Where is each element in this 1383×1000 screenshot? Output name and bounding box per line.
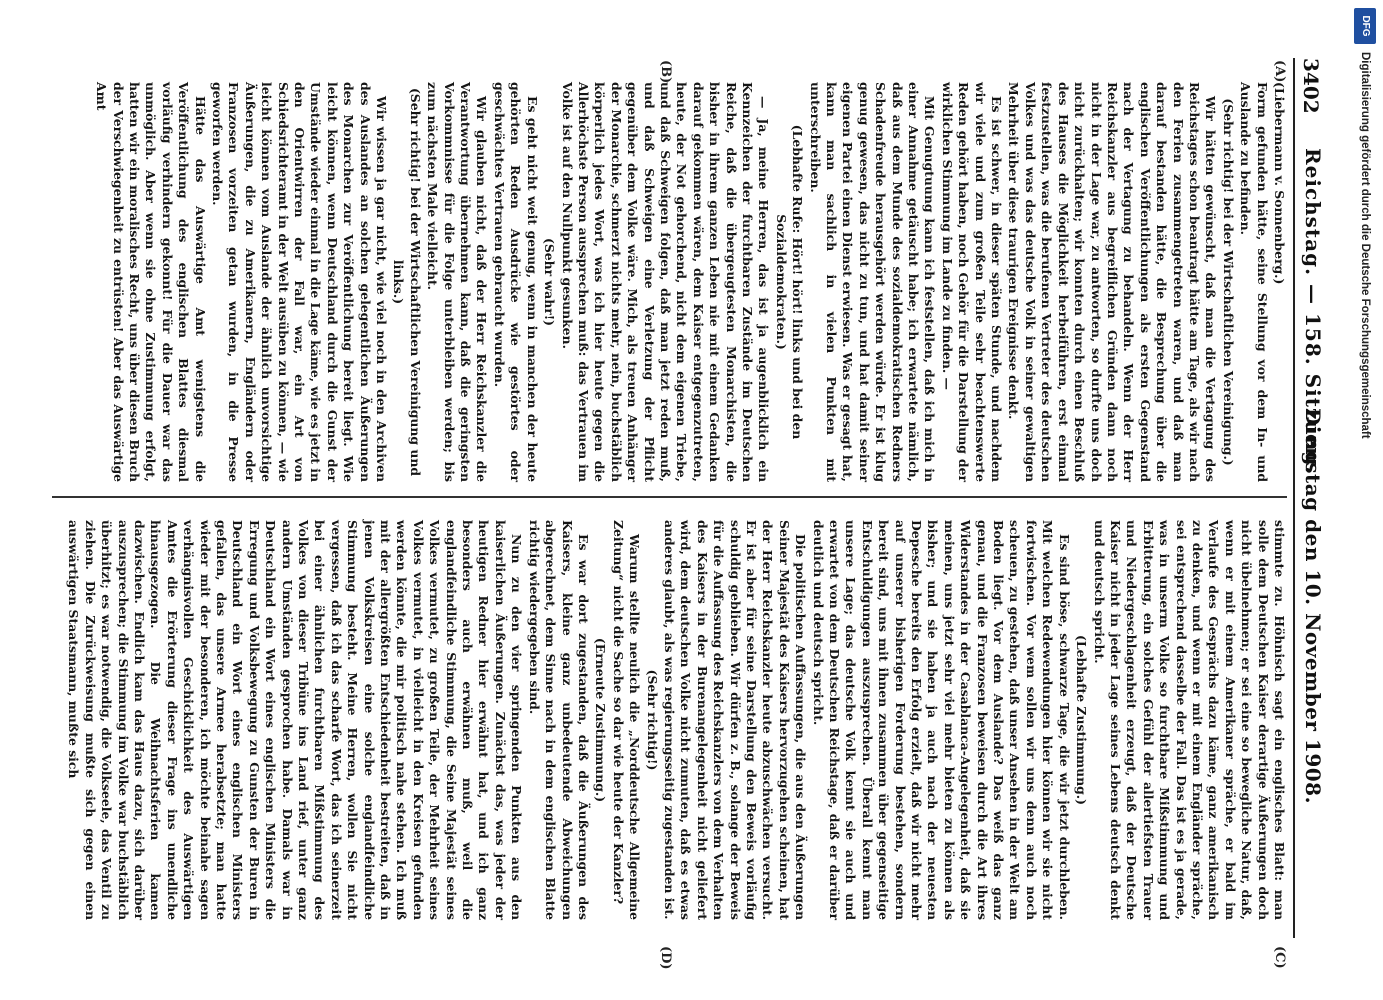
page-number: 3402 (1299, 58, 1323, 114)
paragraph: Hätte das Auswärtige Amt wenigstens die Veröffentlichung des englischen Blattes diesmal vorläufig verhindern gekonnt! Für die Dauer war das unmöglich. Aber wenn sie ohne Zustimmung erfolgt, hatten wir ein moralisches Recht, uns über diesen Bruch der Verschwiegenheit zu entrüsten! Aber das Auswärtige Amt (94, 82, 208, 482)
paragraph: Es sind böse, schwarze Tage, die wir jetzt durchleben. Mit welchen Redewendungen hier können wir sie nicht fortwischen. Vor wem sollen wir uns denn auch noch scheuen, zu gestehen, daß unser Ansehen in der Welt am Boden liegt. Vor dem Auslande? Das weiß das ganz genau, und die Franzosen beweisen durch die Art ihres Widerstandes in der Casablanca-Angelegenheit, daß sie meinen, uns jetzt sehr viel mehr bieten zu können als bisher; und sie haben ja auch nach der neuesten Depesche bereits den Erfolg erzielt, daß wir nicht mehr auf unserer bisherigen Forderung bestehen, sondern bereit sind, uns mit ihnen zusammen über gegenseitige Entschuldigungen auszusprechen. Überall kennt man unsere Lage; das deutsche Volk kennt sie auch und erwartet von dem Deutschen Reichstage, daß er darüber deutlich und deutsch spricht. (810, 520, 1072, 920)
paragraph: Warum stellte neulich die „Norddeutsche Allgemeine Zeitung“ nicht die Sache so dar wie heute der Kanzler? (610, 520, 643, 920)
dfg-logo (1354, 8, 1376, 44)
section-marker-a: (A) (1272, 60, 1287, 83)
paragraph: Nun zu den vier springenden Punkten aus den kaiserlichen Äußerungen. Zunächst das, was jeder der heutigen Redner hier erwähnt hat, und ich ganz besonders auch erwähnen muß, weil die englandfeindliche Stimmung, die Seine Majestät seines Volkes vermutet, zu großen Teile, der Mehrheit seines Volkes vermutet, in vielleicht in den Kreisen gefunden werden könnte, die mir politisch nahe stehen. Ich muß mit der allergrößten Entschiedenheit bestreiten, daß in jenen Volkskreisen eine solche englandfeindliche Stimmung besteht. Meine Herren, wollen Sie nicht vergessen, daß ich das scharfe Wort, das ich seinerzeit bei einer ähnlichen furchtbaren Mißstimmung des Volkes von dieser Tribüne ins Land rief, unter ganz andern Umständen gesprochen habe. Damals war in Deutschland ein Wort eines englischen Ministers die Erregung und Volksbewegung zu Gunsten der Buren in Deutschland ein Wort eines englischen Ministers gefallen, das unsere Armee herabsetzte; man hatte wieder mit der besonderen, ich möchte beinahe sagen verhängnisvollen Geschicklichkeit des Auswärtigen Amtes die Erörterung dieser Frage ins unendliche hinausgezogen. Die Weihnachtsferien kamen dazwischen. Endlich kam das Haus dazu, sich darüber auszusprechen; die Stimmung im Volke war buchstäblich überhitzt; es war notwendig, die Volkseele, das Ventil zu ziehen. Die Zurückweisung mußte sich gegen einen auswärtigen Staatsmann, mußte sich (66, 520, 525, 920)
interjection: (Erneute Zustimmung.) (593, 637, 609, 803)
column-divider (52, 496, 1287, 498)
paragraph: stimmte zu. Höhnisch sagt ein englisches Blatt: man solle dem Deutschen Kaiser derartige Äußerungen doch nicht übelnehmen; er sei eine so bewegliche Natur, daß, wenn er mit einem Amerikaner spräche, er bald im Verlaufe des Gesprächs dazu käme, ganz amerikanisch zu denken, und wenn er mit einem Engländer spräche, sei entsprechend dasselbe der Fall. Das ist es ja gerade, was in unserm Volke so furchtbare Mißstimmung und Erbitterung, ein solches Gefühl der allertiefsten Trauer und Niedergeschlagenheit erzeugt, daß der Deutsche Kaiser nicht in jeder Lage seines Lebens deutsch denkt und deutsch spricht. (1091, 520, 1287, 920)
interjection: (Sehr richtig! bei der Wirtschaftlichen Vereinigung.) (1220, 98, 1236, 466)
paragraph: Form gefunden hätte, seine Stellung vor dem In- und Auslande zu befinden. (1238, 82, 1270, 482)
section-marker-c: (C) (1272, 946, 1287, 969)
paragraph: Wir hätten gewünscht, daß man die Vertagung des Reichstages schon beantragt hätte am Tage, als wir nach den Ferien zusammengetreten waren, und daß man darauf bestanden hätte, die Besprechung über die englischen Veröffentlichungen als ersten Gegenstand nach der Vertagung zu behandeln. Wenn der Herr Reichskanzler aus begreiflichen Gründen dann noch nicht in der Lage war, zu antworten, so durfte uns doch nicht zurückhalten; wir konnten durch einen Beschluß des Hauses die Möglichkeit herbeiführen, erst einmal festzustellen, was die berufenen Vertreter des deutschen Volkes und was das deutsche Volk in seiner gewaltigen Mehrheit über diese traurigen Ereignisse denkt. (1006, 82, 1219, 482)
page-header (1297, 58, 1333, 938)
interjection: (Sehr richtig! bei der Wirtschaftlichen Vereinigung und links.) (391, 87, 423, 477)
paragraph: Es ist schwer, in dieser späten Stunde, und nachdem wir viele und zum großen Teile sehr beachtenswerte Reden gehört haben, noch Gehör für die Darstellung der wirklichen Stimmung im Lande zu finden. — (939, 82, 1005, 482)
page-title: Reichstag. — 158. Sitzung. (1301, 148, 1325, 475)
section-marker-b: (B) (658, 60, 673, 84)
paragraph: Die politischen Auffassungen, die aus den Äußerungen Seiner Majestät des Kaisers hervorzugehen scheinen, hat der Herr Reichskanzler heute abzuschwächen versucht. Er ist aber für seine Darstellung den Beweis vorläufig schuldig geblieben. Wir dürfen z. B., solange der Beweis für die Auffassung des Reichskanzlers von dem Verhalten des Kaisers in der Burenangelegenheit nicht geliefert wird, dem deutschen Volke nicht zumuten, daß es etwas anderes glaubt, als was regierungsseitig zugestanden ist. (661, 520, 809, 920)
interjection: (Lebhafte Rufe: Hört! hört! links und bei den Sozialdemokraten.) (773, 124, 806, 440)
dfg-logo-text: DFG (1360, 15, 1371, 37)
digitization-credit (1352, 8, 1378, 988)
interjection: (Lebhafte Zustimmung.) (1074, 635, 1090, 805)
interjection: (Sehr richtig!) (644, 669, 660, 771)
paragraph: (Liebermann v. Sonnenberg.) (1272, 82, 1287, 285)
section-marker-d: (D) (658, 946, 673, 970)
paragraph: Es geht nicht weit genug, wenn in manchen der heute gehörten Reden Ausdrücke wie gestörtes oder geschwächtes Vertrauen gebraucht wurden. (491, 82, 540, 482)
paragraph: Mit Genugtuung kann ich feststellen, daß ich mich in einer Annahme getäuscht habe; ich erwartete nämlich, daß aus dem Munde des sozialdemokratischen Redners Schadenfreude herausgehört werden würde. Er ist klug genug gewesen, das nicht zu tun, und hat damit seiner eigenen Partei einen Dienst erwiesen. Was er gesagt hat, kann man sachlich in vielen Punkten mit unterschreiben. (807, 82, 938, 482)
credit-text: Digitalisierung gefördert durch die Deutsche Forschungsgemeinschaft (1359, 52, 1371, 439)
paragraph: Wir wissen ja gar nicht, wie viel noch in den Archiven des Auslandes an solchen gelegentlichen Äußerungen des Monarchen zur Veröffentlichung bereit liegt. Wie leicht können, wenn Deutschland durch die Gunst der Umstände wieder einmal in die Lage käme, wie es jetzt in den Orientwirren der Fall war, ein Art von Schiedsrichteramt in der Welt ausüben zu können, — wie leicht können vom Auslande der ähnlich unvorsichtige Äußerungen, die zu Amerikanern, Engländern oder Franzosen vorzeiten getan wurden, in die Presse geworfen werden. (210, 82, 390, 482)
right-text-column (64, 520, 1287, 920)
left-text-column (92, 82, 1287, 482)
paragraph: Wir glauben nicht, daß der Herr Reichskanzler die Verantwortung übernehmen kann, daß die geringsten Vorkommnisse für die Folge unterbleiben werden; bis zum nächsten Male vielleicht. (425, 82, 490, 482)
interjection: (Sehr wahr!) (542, 237, 558, 327)
header-rule (1293, 58, 1295, 938)
paragraph: Es war dort zugestanden, daß die Äußerungen des Kaisers, kleine ganz unbedeutende Abweichungen abgerechnet, dem Sinne nach in dem englischen Blatte richtig wiedergegeben sind. (526, 520, 591, 920)
session-date: Dienstag den 10. November 1908. (1301, 408, 1325, 805)
paragraph: — Ja, meine Herren, das ist ja augenblicklich ein Kennzeichen der furchtbaren Zustände im Deutschen Reiche, daß die übergeugtesten Monarchisten, die bisher in ihrem ganzen Leben nie mit einem Gedanken darauf gekommen wären, dem Kaiser entgegenzutreten, heute, der Not gehorchend, nicht dem eigenen Triebe, und daß Schweigen folgen, daß man jetzt reden muß, und daß Schweigen eine Verletzung der Pflicht gegenüber dem Volke wäre. Mich, als treuen Anhänger der Monarchie, schmerzt nichts mehr, nein, buchstäblich körperlich jedes Wort, was ich hier heute gegen die Allerhöchste Person aussprechen muß: das Vertrauen im Volke ist auf den Nullpunkt gesunken. (559, 82, 772, 482)
